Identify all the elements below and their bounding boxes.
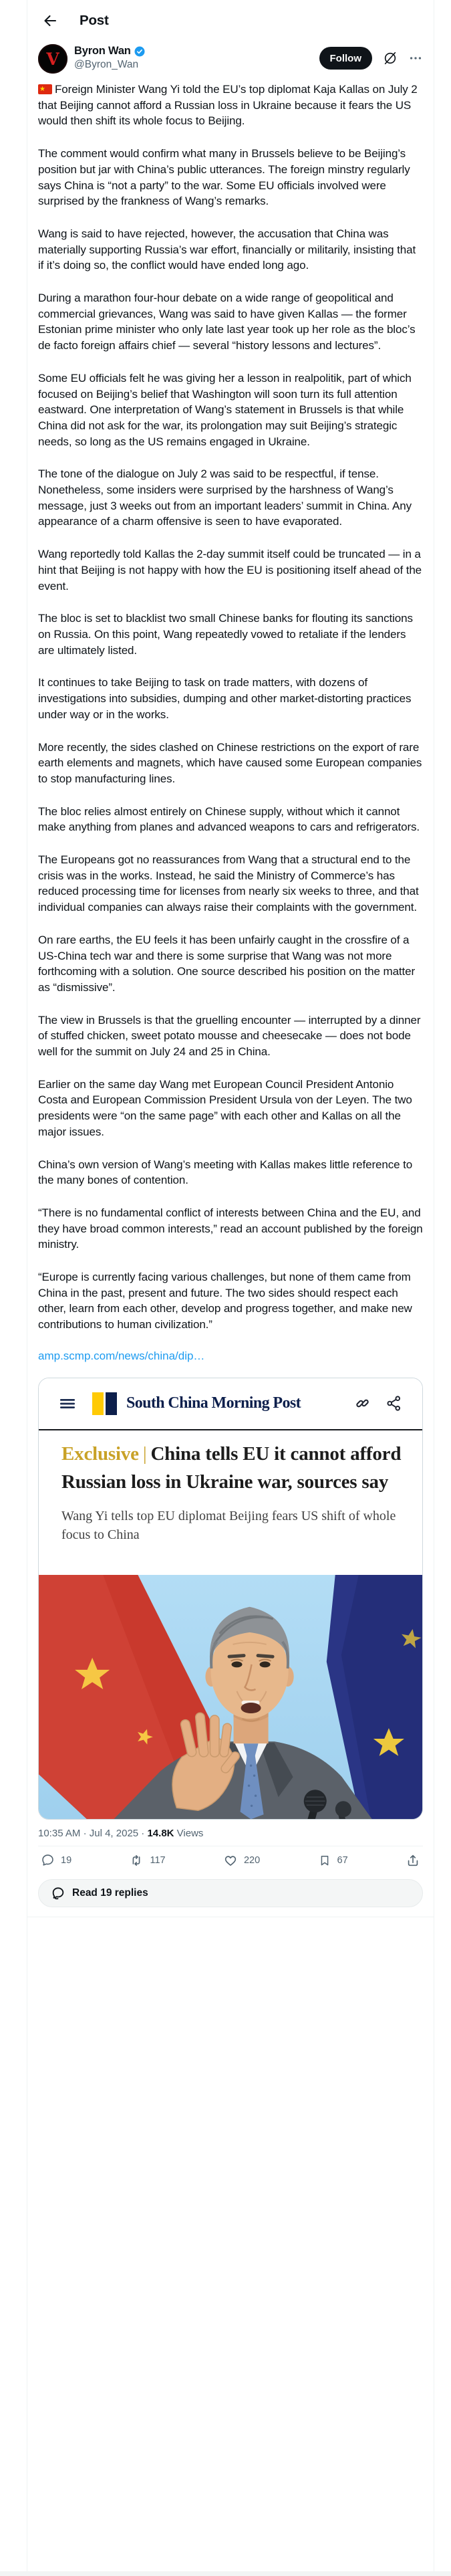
share-icon bbox=[406, 1853, 420, 1868]
bottom-strip bbox=[0, 2571, 451, 2576]
avatar-glyph: V bbox=[46, 49, 59, 69]
bookmark-icon bbox=[318, 1854, 331, 1867]
china-flag-emoji: ★ bbox=[38, 84, 52, 94]
meta-separator: · bbox=[83, 1827, 87, 1839]
user-handle[interactable]: @Byron_Wan bbox=[74, 59, 139, 70]
scmp-logo-yellow-block bbox=[92, 1392, 104, 1415]
article-kicker: Exclusive bbox=[61, 1442, 139, 1465]
like-button[interactable] bbox=[223, 1853, 260, 1868]
tweet-paragraph: The tone of the dialogue on July 2 was said to be respectful, if tense. Nonetheless, some insiders were surprised by the harshness of Wang’s message, just 3 weeks out from an important leaders’ summit in China. Any appearance of a charm offensive is seen to have evaporated. bbox=[38, 467, 412, 528]
bookmark-count: 67 bbox=[337, 1854, 348, 1866]
share-button[interactable] bbox=[406, 1853, 420, 1868]
views-label: Views bbox=[176, 1827, 204, 1839]
article-headline-text: China tells EU it cannot afford Russian loss in Ukraine war, sources say bbox=[61, 1442, 402, 1493]
read-replies-label: Read 19 replies bbox=[72, 1887, 148, 1899]
tweet-paragraph: “Europe is currently facing various challenges, but none of them came from China in the past, present and future. The two sides should respect each other, learn from each other, develop and progress together, and make new contributions to human civilization.” bbox=[38, 1271, 412, 1331]
meta-separator-2: · bbox=[141, 1827, 145, 1839]
post-date: Jul 4, 2025 bbox=[89, 1827, 139, 1839]
more-button[interactable] bbox=[408, 51, 423, 66]
copy-link-icon bbox=[354, 1395, 371, 1412]
avatar[interactable] bbox=[38, 44, 67, 74]
scmp-actions bbox=[354, 1395, 402, 1412]
reply-count: 19 bbox=[61, 1854, 72, 1866]
tweet-paragraph: During a marathon four-hour debate on a wide range of geopolitical and commercial grievances, Wang was said to have given Kallas — the former Estonian prime minister who only late last year took up her role as the bloc’s de facto foreign affairs chief — several “history lessons and lectures”. bbox=[38, 292, 416, 352]
more-ellipsis-icon bbox=[408, 51, 423, 66]
kicker-separator: | bbox=[142, 1442, 147, 1465]
article-headline bbox=[61, 1440, 405, 1496]
article-link[interactable]: amp.scmp.com/news/china/dip… bbox=[38, 1349, 205, 1362]
back-button[interactable] bbox=[38, 9, 62, 33]
main-column bbox=[27, 0, 434, 2576]
scmp-logo-navy-block bbox=[106, 1392, 117, 1415]
tweet-paragraph: Earlier on the same day Wang met European Council President Antonio Costa and European Commission President Ursula von der Leyen. The two presidents were “on the same page” with each other and Kallas on all the major issues. bbox=[38, 1077, 412, 1138]
tweet-paragraph: Some EU officials felt he was giving her a lesson in realpolitik, part of which focused on Beijing’s belief that Washington will soon turn its full attention eastward. One interpretation of Wang’s statement in Brussels is that while China did not ask for the war, its prolongation may suit Beijing’s strategic needs, so long as the US remains engaged in Ukraine. bbox=[38, 371, 412, 448]
tweet-paragraph: Wang is said to have rejected, however, the accusation that China was materially supporting Russia’s war effort, financially or militarily, insisting that if it’s doing so, the conflict would have ended long ago. bbox=[38, 227, 416, 272]
author-actions bbox=[319, 44, 424, 70]
scmp-header-bar bbox=[39, 1378, 422, 1430]
engagement-row bbox=[38, 1846, 423, 1874]
post-time: 10:35 AM bbox=[38, 1827, 81, 1839]
like-count: 220 bbox=[243, 1854, 261, 1866]
replies-bubble-icon bbox=[51, 1886, 65, 1901]
article-subhead: Wang Yi tells top EU diplomat Beijing fears US shift of whole focus to China bbox=[61, 1508, 396, 1542]
grok-icon bbox=[383, 51, 398, 66]
page-header bbox=[27, 0, 434, 41]
tweet-paragraph: China’s own version of Wang’s meeting with Kallas makes little reference to the many bones of contention. bbox=[38, 1158, 413, 1187]
page-title: Post bbox=[80, 13, 109, 28]
views-count: 14.8K bbox=[147, 1827, 174, 1839]
tweet-paragraph: The bloc relies almost entirely on Chinese supply, without which it cannot make anything from planes and advanced weapons to cars and refrigerators. bbox=[38, 804, 420, 834]
name-line bbox=[74, 45, 146, 58]
tweet-paragraph: The Europeans got no reassurances from Wang that a structural end to the crisis was in the works. Instead, he said the Ministry of Commerce’s has reduced processing time for licenses from nearly six weeks to three, and that individual companies can always raise their complaints with the government. bbox=[38, 853, 419, 914]
grok-actions-button[interactable] bbox=[383, 51, 398, 66]
article-headline-block bbox=[39, 1430, 422, 1575]
display-name[interactable]: Byron Wan bbox=[74, 45, 131, 57]
repost-count: 117 bbox=[150, 1854, 166, 1866]
share-nodes-icon bbox=[386, 1395, 402, 1412]
tweet-paragraph: The bloc is set to blacklist two small Chinese banks for flouting its sanctions on Russia. On this point, Wang repeatedly vowed to retaliate if the lenders are ultimately listed. bbox=[38, 612, 413, 657]
tweet-paragraph: ★ Foreign Minister Wang Yi told the EU’s top diplomat Kaja Kallas on July 2 that Beijing cannot afford a Russian loss in Ukraine because it fears the US would then shift its whole focus to Beijing. bbox=[38, 83, 418, 128]
like-heart-icon bbox=[223, 1853, 238, 1868]
timestamp-row bbox=[27, 1828, 434, 1839]
scmp-site-name: South China Morning Post bbox=[126, 1394, 301, 1412]
bookmark-button[interactable] bbox=[318, 1854, 348, 1867]
read-replies-button[interactable] bbox=[38, 1879, 423, 1907]
tweet-paragraph: The view in Brussels is that the gruelling encounter — interrupted by a dinner of stuffed chicken, sweet potato mousse and cheesecake — does not bode well for the summit on July 24 and 25 in China. bbox=[38, 1013, 421, 1059]
back-arrow-icon bbox=[42, 13, 58, 29]
tweet-paragraph: More recently, the sides clashed on Chinese restrictions on the export of rare earth elements and magnets, which have caused some European companies to stop manufacturing lines. bbox=[38, 740, 422, 785]
hamburger-menu-icon bbox=[59, 1396, 76, 1412]
tweet-paragraph: On rare earths, the EU feels it has been unfairly caught in the crossfire of a US-China tech war and there is some surprise that Wang was not more forthcoming with a solution. One source described his position on the matter as “dismissive”. bbox=[38, 933, 416, 994]
author-row bbox=[27, 44, 434, 74]
tweet-paragraph: It continues to take Beijing to task on trade matters, with dozens of investigations into subsidies, dumping and other market-distorting practices under way or in the works. bbox=[38, 676, 412, 721]
article-photo bbox=[39, 1575, 422, 1819]
tweet-paragraph: “There is no fundamental conflict of interests between China and the EU, and they have broad common interests,” read an account published by the foreign ministry. bbox=[38, 1206, 423, 1251]
tweet-paragraph: The comment would confirm what many in Brussels believe to be Beijing’s position but jar with China’s public utterances. The foreign minstry regularly says China is “not a party” to the war. Some EU officials involved were surprised by the frankness of Wang’s remarks. bbox=[38, 147, 410, 208]
tweet-paragraph: Wang reportedly told Kallas the 2-day summit itself could be truncated — in a hint that Beijing is not happy with how the EU is positioning itself ahead of the event. bbox=[38, 548, 422, 593]
scmp-logo bbox=[92, 1392, 117, 1415]
follow-button[interactable]: Follow bbox=[319, 47, 373, 70]
repost-button[interactable] bbox=[129, 1853, 165, 1868]
reply-icon bbox=[41, 1853, 55, 1867]
verified-badge-icon bbox=[134, 45, 146, 58]
article-card[interactable] bbox=[38, 1378, 423, 1820]
author-meta bbox=[74, 44, 146, 71]
repost-icon bbox=[129, 1853, 144, 1868]
reply-button[interactable] bbox=[41, 1853, 71, 1867]
tweet-text bbox=[27, 82, 434, 1333]
